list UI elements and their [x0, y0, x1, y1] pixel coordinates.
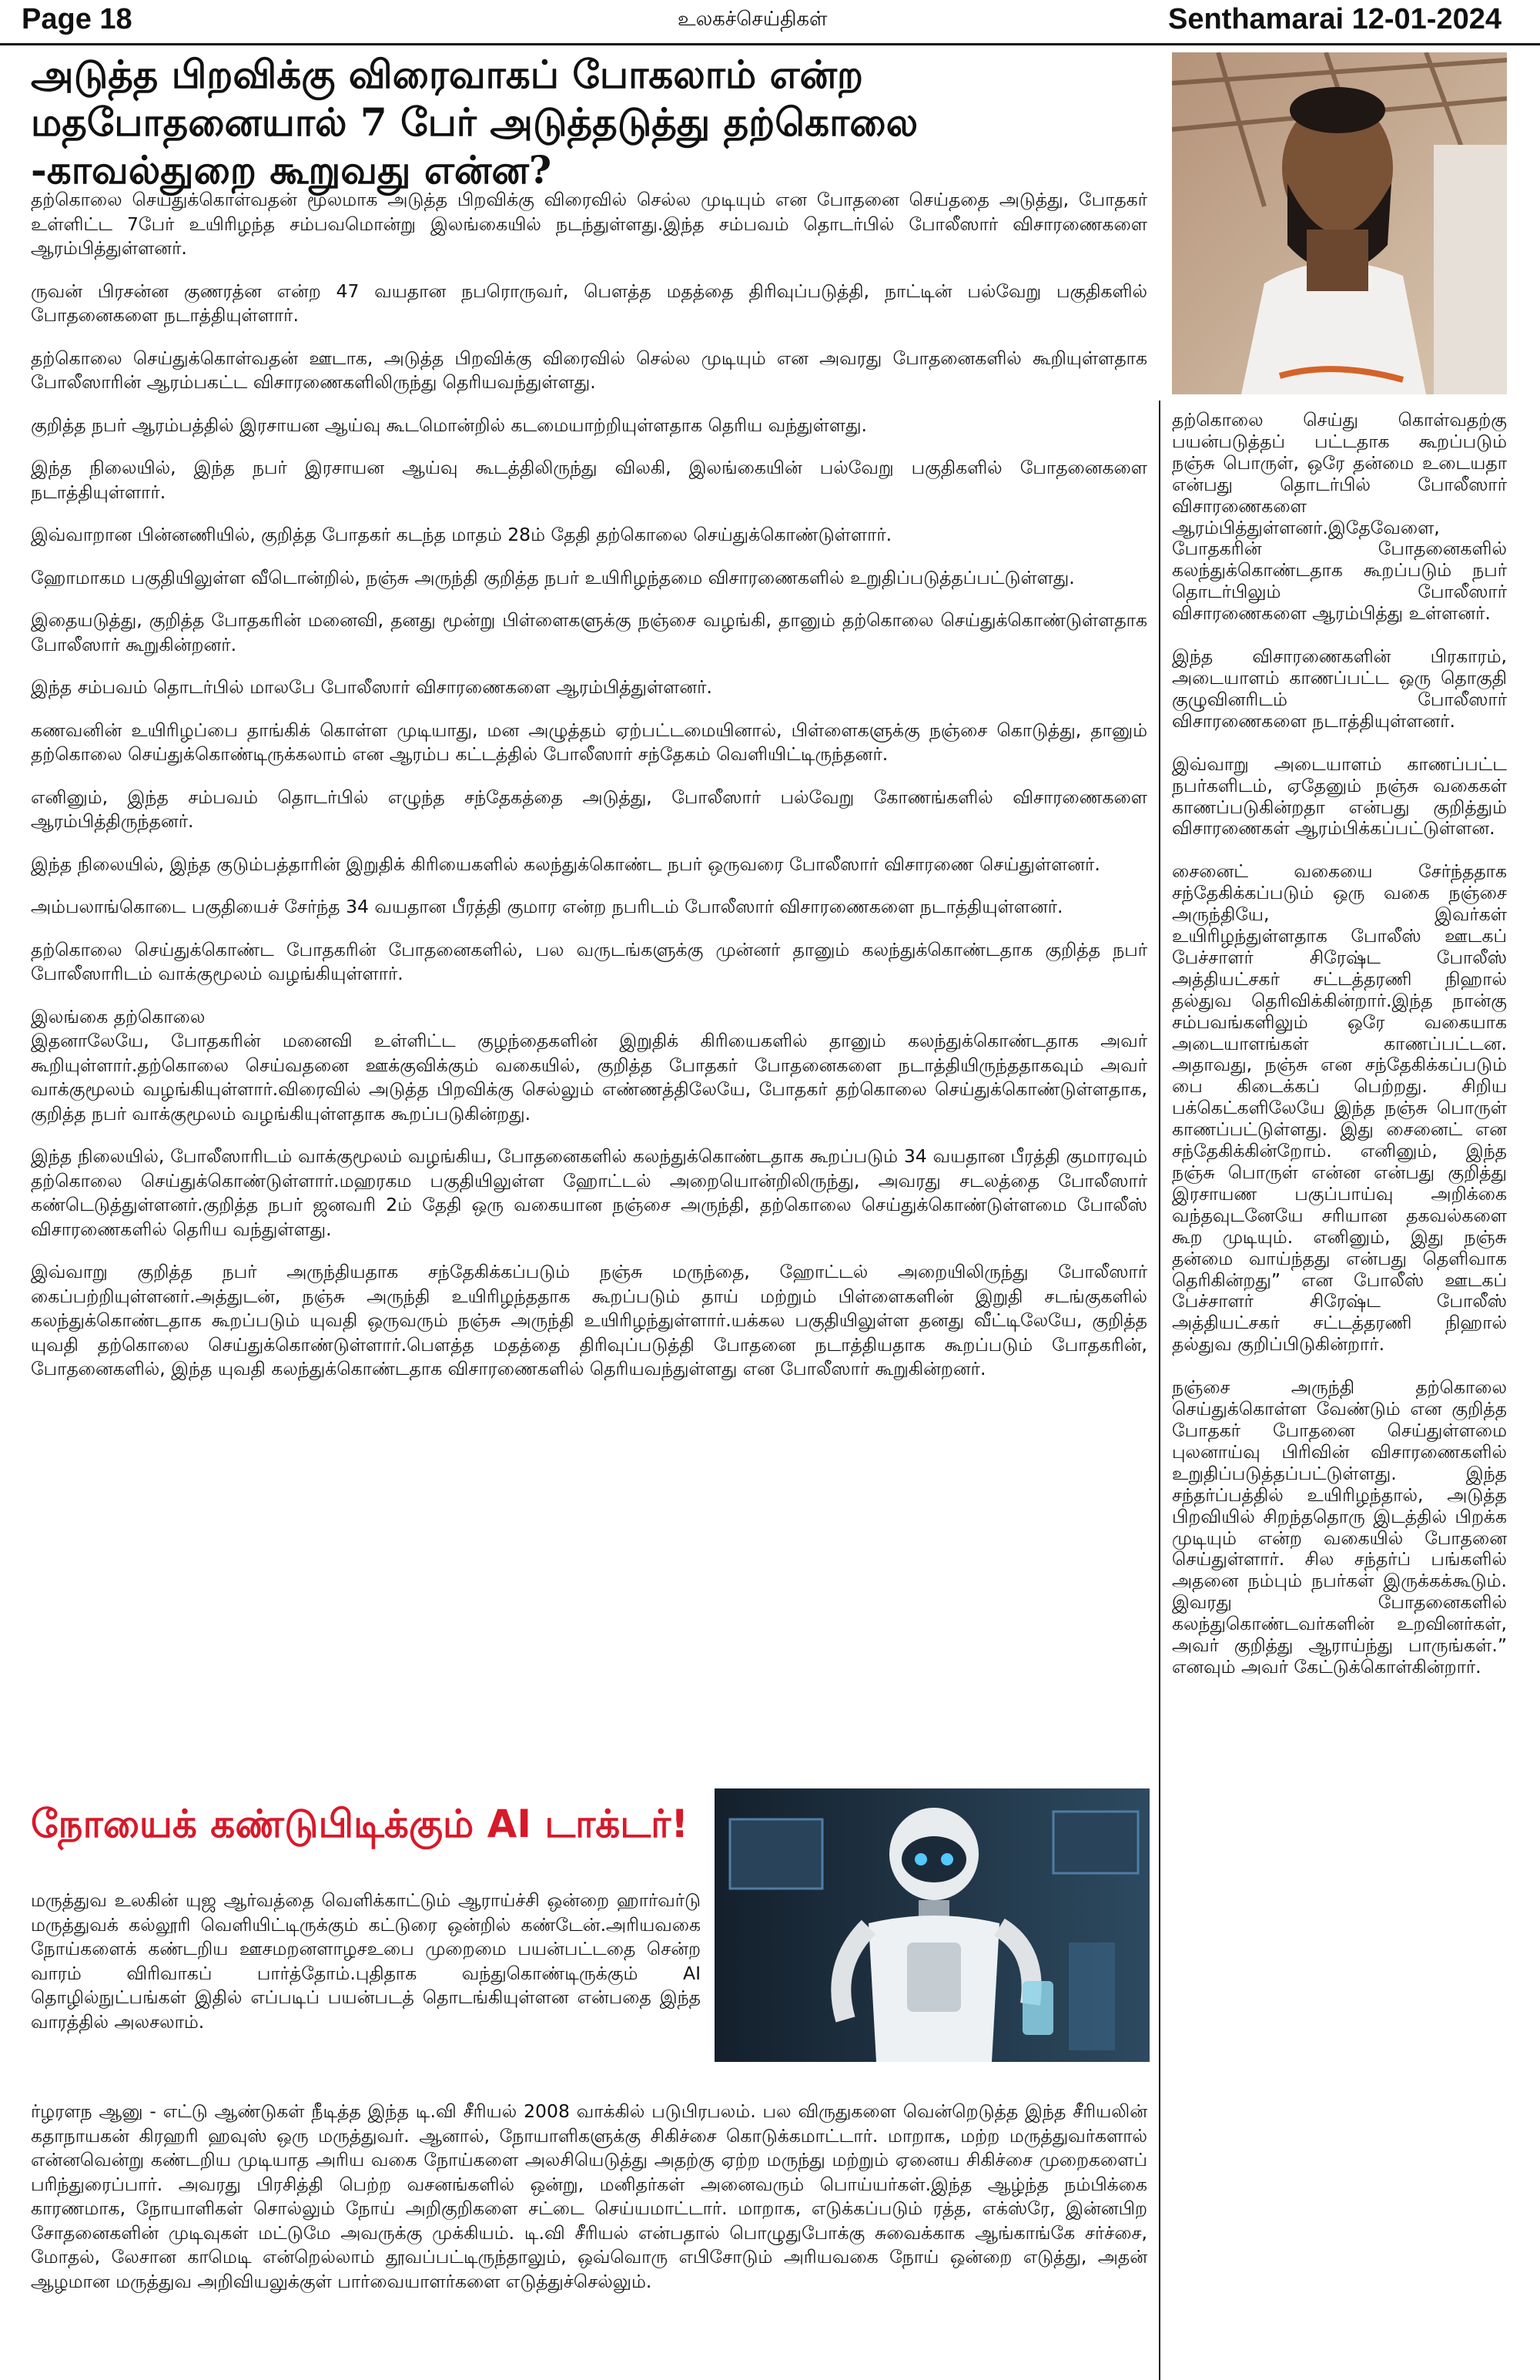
article-paragraph: இந்த நிலையில், இந்த நபர் இரசாயன ஆய்வு கூடத்திலிருந்து விலகி, இலங்கையின் பல்வேறு பகுதிகளில் போதனைகளை நடாத்தியுள்ளார். [31, 457, 1147, 503]
article-paragraph: கணவனின் உயிரிழப்பை தாங்கிக் கொள்ள முடியாது, மன அழுத்தம் ஏற்பட்டமையினால், பிள்ளைகளுக்கு நஞ்சை கொடுத்து, தானும் தற்கொலை செய்துக்கொண்டிருக்கலாம் என ஆரம்ப கட்டத்தில் போலீஸார் சந்தேகம் வெளியிட்டிருந்தனர். [31, 719, 1148, 765]
ai-article-intro [31, 1889, 701, 2034]
person-photo-icon [1172, 52, 1507, 394]
article-paragraph: தற்கொலை செய்துக்கொள்வதன் மூலமாக அடுத்த பிறவிக்கு விரைவில் செல்ல முடியும் என போதனை செய்ததை அடுத்து, போதகர் உள்ளிட்ட 7பேர் உயிரிழந்த சம்பவமொன்று இலங்கையில் நடந்துள்ளது.இந்த சம்பவம் தொடர்பில் போலீஸார் விசாரணைகளை ஆரம்பித்துள்ளனர். [31, 189, 1147, 259]
article-paragraph: அம்பலாங்கொடை பகுதியைச் சேர்ந்த 34 வயதான பீரத்தி குமார என்ற நபரிடம் போலீஸார் விசாரணைகளை நடாத்தியுள்ளனர். [31, 896, 1063, 917]
article-paragraph: இவ்வாறு குறித்த நபர் அருந்தியதாக சந்தேகிக்கப்படும் நஞ்சு மருந்தை, ஹோட்டல் அறையிலிருந்து போலீஸார் கைப்பற்றியுள்ளனர்.அத்துடன், நஞ்சு அருந்தி உயிரிழந்ததாக கூறப்படும் தாய் மற்றும் பிள்ளைகளின் இறுதி சடங்குகளில் கலந்துக்கொண்டதாக கூறப்படும் யுவதி ஒருவரும் நஞ்சு அருந்தி உயிரிழந்துள்ளார்.யக்கல பகுதியிலுள்ள தனது வீட்டிலேயே, குறித்த யுவதி தற்கொலை செய்துக்கொண்டுள்ளார்.பௌத்த மதத்தை திரிவுப்படுத்தி போதனை நடாத்தியதாக கூறப்படும் போதகரின், போதனைகளில், இந்த யுவதி கலந்துக்கொண்டதாக விசாரணைகளில் தெரியவந்துள்ளது என போலீஸார் கூறுகின்றனர். [31, 1261, 1147, 1379]
article-paragraph: இந்த நிலையில், இந்த குடும்பத்தாரின் இறுதிக் கிரியைகளில் கலந்துக்கொண்ட நபர் ஒருவரை போலீஸார் விசாரணை செய்துள்ளனர். [31, 853, 1100, 875]
article-paragraph: இந்த சம்பவம் தொடர்பில் மாலபே போலீஸார் விசாரணைகளை ஆரம்பித்துள்ளனர். [31, 676, 712, 698]
article-paragraph: இந்த நிலையில், போலீஸாரிடம் வாக்குமூலம் வழங்கிய, போதனைகளில் கலந்துக்கொண்டதாக கூறப்படும் 34 வயதான பீரத்தி குமாரவும் தற்கொலை செய்துக்கொண்டுள்ளார்.மஹரகம பகுதியிலுள்ள ஹோட்டல் அறையொன்றிலிருந்து, அவரது சடலத்தை போலீஸார் கண்டெடுத்துள்ளனர்.குறித்த நபர் ஜனவரி 2ம் தேதி ஒரு வகையான நஞ்சை அருந்தி, தற்கொலை செய்துக்கொண்டுள்ளமை போலீஸ் விசாரணைகளில் தெரிய வந்துள்ளது. [31, 1145, 1147, 1240]
paper-name-date: Senthamarai 12-01-2024 [1167, 3, 1502, 35]
article-headline: அடுத்த பிறவிக்கு விரைவாகப் போகலாம் என்ற மதபோதனையால் 7 பேர் அடுத்தடுத்து தற்கொலை -காவல்துறை கூறுவது என்ன? [31, 52, 919, 193]
sidebar-paragraph: தற்கொலை செய்து கொள்வதற்கு பயன்படுத்தப் பட்டதாக கூறப்படும் நஞ்சு பொருள், ஒரே தன்மை உடையதா என்பது தொடர்பில் போலீஸார் விசாரணைகளை ஆரம்பித்துள்ளனர்.இதேவேளை, போதகரின் போதனைகளில் கலந்துக்கொண்டதாக கூறப்படும் நபர் தொடர்பிலும் போலீஸார் விசாரணைகளை ஆரம்பித்து உள்ளனர். [1172, 409, 1507, 625]
article-paragraph: குறித்த நபர் ஆரம்பத்தில் இரசாயன ஆய்வு கூடமொன்றில் கடமையாற்றியுள்ளதாக தெரிய வந்துள்ளது. [31, 414, 867, 436]
sidebar-paragraph: இந்த விசாரணைகளின் பிரகாரம், அடையாளம் காணப்பட்ட ஒரு தொகுதி குழுவினரிடம் போலீஸார் விசாரணைகளை நடாத்தியுள்ளனர். [1172, 645, 1507, 732]
article-subhead: இலங்கை தற்கொலை [31, 1005, 206, 1027]
robot-icon [715, 1788, 1150, 2062]
ai-article-body [31, 2100, 1147, 2294]
sidebar-paragraph: இவ்வாறு அடையாளம் காணப்பட்ட நபர்களிடம், ஏதேனும் நஞ்சு வகைகள் காணப்படுகின்றதா என்பது குறித்தும் விசாரணைகள் ஆரம்பிக்கப்பட்டுள்ளன. [1172, 753, 1507, 840]
sidebar-column [1172, 410, 1507, 1700]
ai-article-headline: நோயைக் கண்டுபிடிக்கும் AI டாக்டர்! [31, 1802, 689, 1846]
article-paragraph: ருவன் பிரசன்ன குணரத்ன என்ற 47 வயதான நபரொருவர், பௌத்த மதத்தை திரிவுப்படுத்தி, நாட்டின் பல்வேறு பகுதிகளில் போதனைகளை நடாத்தியுள்ளார். [31, 280, 1147, 326]
article-paragraph: தற்கொலை செய்துக்கொள்வதன் ஊடாக, அடுத்த பிறவிக்கு விரைவில் செல்ல முடியும் என அவரது போதனைகளில் கூறியுள்ளதாக போலீஸாரின் ஆரம்பகட்ட விசாரணைகளிலிருந்து தெரியவந்துள்ளது. [31, 347, 1147, 393]
article-paragraph: தற்கொலை செய்துக்கொண்ட போதகரின் போதனைகளில், பல வருடங்களுக்கு முன்னர் தானும் கலந்துக்கொண்டதாக குறித்த நபர் போலீஸாரிடம் வாக்குமூலம் வழங்கியுள்ளார். [31, 938, 1147, 984]
article-paragraph: எனினும், இந்த சம்பவம் தொடர்பில் எழுந்த சந்தேகத்தை அடுத்து, போலீஸார் பல்வேறு கோணங்களில் விசாரணைகளை ஆரம்பித்திருந்தனர். [31, 786, 1147, 832]
article-paragraph: இவ்வாறான பின்னணியில், குறித்த போதகர் கடந்த மாதம் 28ம் தேதி தற்கொலை செய்துக்கொண்டுள்ளார். [31, 524, 892, 545]
header-rule [0, 43, 1540, 45]
sidebar-paragraph: சைனைட் வகையை சேர்ந்ததாக சந்தேகிக்கப்படும் ஒரு வகை நஞ்சை அருந்தியே, இவர்கள் உயிரிழந்துள்ளதாக போலீஸ் ஊடகப் பேச்சாளர் சிரேஷ்ட போலீஸ் அத்தியட்சகர் சட்டத்தரணி நிஹால் தல்துவ தெரிவிக்கின்றார்.இந்த நான்கு சம்பவங்களிலும் ஒரே வகையாக அடையாளங்கள் காணப்பட்டன. அதாவது, நஞ்சு என சந்தேகிக்கப்படும் பை கிடைக்கப் பெற்றது. சிறிய பக்கெட்களிலேயே இந்த நஞ்சு பொருள் காணப்பட்டுள்ளது. இது சைனைட் என சந்தேகிக்கின்றோம். எனினும், இந்த நஞ்சு பொருள் என்ன என்பது குறித்து இரசாயண பகுப்பாய்வு அறிக்கை வந்தவுடனேயே சரியான தகவல்களை கூற முடியும். எனினும், இது நஞ்சு தன்மை வாய்ந்தது என்பது தெளிவாக தெரிகின்றது” என போலீஸ் ஊடகப் பேச்சாளர் சிரேஷ்ட போலீஸ் அத்தியட்சகர் சட்டத்தரணி நிஹால் தல்துவ குறிப்பிடுகின்றார். [1172, 860, 1507, 1356]
ai-body-paragraph: ர்ழரளந ஆனு - எட்டு ஆண்டுகள் நீடித்த இந்த டி.வி சீரியல் 2008 வாக்கில் படுபிரபலம். பல விருதுகளை வென்றெடுத்த இந்த சீரியலின் கதாநாயகன் கிரஹரி ஹவுஸ் ஒரு மருத்துவர். ஆனால், நோயாளிகளுக்கு சிகிச்சை கொடுக்கமாட்டார். மாறாக, மற்ற மருத்துவர்களால் என்னவென்று கண்டறிய முடியாத அரிய வகை நோய்களை அலசியெடுத்து அதற்கு ஏற்ற மருந்து மற்றும் ஏனைய சிகிச்சை முறைகளைப் பரிந்துரைப்பார். அவரது பிரசித்தி பெற்ற வசனங்களில் ஒன்று, மனிதர்கள் அனைவரும் பொய்யர்கள்.இந்த ஆழ்ந்த நம்பிக்கை காரணமாக, நோயாளிகள் சொல்லும் நோய் அறிகுறிகளை சட்டை செய்யமாட்டார். மாறாக, எடுக்கப்படும் ரத்த, எக்ஸ்ரே, இன்னபிற சோதனைகளின் முடிவுகள் மட்டுமே அவருக்கு முக்கியம். டி.வி சீரியல் என்பதால் பொழுதுபோக்கு சுவைக்காக ஆங்காங்கே சர்ச்சை, மோதல், லேசான காமெடி என்றெல்லாம் தூவப்பட்டிருந்தாலும், ஒவ்வொரு எபிசோடும் அரியவகை நோய் ஒன்றை எடுத்து, அதன் ஆழமான மருத்துவ அறிவியலுக்குள் பார்வையாளர்களை எடுத்துச்செல்லும். [31, 2100, 1147, 2292]
section-title: உலகச்செய்திகள் [678, 8, 828, 31]
page-header [0, 0, 1540, 43]
person-photo [1172, 52, 1507, 394]
article-paragraph: இதனாலேயே, போதகரின் மனைவி உள்ளிட்ட குழந்தைகளின் இறுதிக் கிரியைகளில் தானும் கலந்துக்கொண்டதாக அவர் கூறியுள்ளார்.தற்கொலை செய்வதனை ஊக்குவிக்கும் வகையில், குறித்த போதகர் போதனைகளை நடாத்தியிருந்ததாகவும் அவர் வாக்குமூலம் வழங்கியுள்ளார்.விரைவில் அடுத்த பிறவிக்கு செல்லும் எண்ணத்திலேயே, போதகர் தற்கொலை செய்துக்கொண்டுள்ளதாக, குறித்த நபர் வாக்குமூலம் வழங்கியுள்ளதாக கூறப்படுகின்றது. [31, 1030, 1147, 1125]
page-number: Page 18 [22, 3, 132, 35]
robot-image [715, 1788, 1150, 2062]
sidebar-paragraph: நஞ்சை அருந்தி தற்கொலை செய்துக்கொள்ள வேண்டும் என குறித்த போதகர் போதனை செய்துள்ளமை புலனாய்வு பிரிவின் விசாரணைகளில் உறுதிப்படுத்தப்பட்டுள்ளது. இந்த சந்தர்ப்பத்தில் உயிரிழந்தால், அடுத்த பிறவியில் சிறந்ததொரு இடத்தில் பிறக்க முடியும் என்ற வகையில் போதனை செய்துள்ளார். சில சந்தர்ப் பங்களில் அதனை நம்பும் நபர்கள் இருக்கக்கூடும். இவரது போதனைகளில் கலந்துகொண்டவர்களின் உறவினர்கள், அவர் குறித்து ஆராய்ந்து பாருங்கள்.” எனவும் அவர் கேட்டுக்கொள்கின்றார். [1172, 1376, 1507, 1678]
article-paragraph: ஹோமாகம பகுதியிலுள்ள வீடொன்றில், நஞ்சு அருந்தி குறித்த நபர் உயிரிழந்தமை விசாரணைகளில் உறுதிப்படுத்தப்பட்டுள்ளது. [31, 566, 1075, 588]
article-body [31, 188, 1147, 1400]
article-paragraph: இதையடுத்து, குறித்த போதகரின் மனைவி, தனது மூன்று பிள்ளைகளுக்கு நஞ்சை வழங்கி, தானும் தற்கொலை செய்துக்கொண்டுள்ளதாக போலீஸார் கூறுகின்றனர். [31, 609, 1147, 655]
column-divider [1159, 401, 1160, 2380]
ai-intro-paragraph: மருத்துவ உலகின் யுஜ ஆர்வத்தை வெளிக்காட்டும் ஆராய்ச்சி ஒன்றை ஹார்வர்டு மருத்துவக் கல்லூரி வெளியிட்டிருக்கும் கட்டுரை ஒன்றில் கண்டேன்.அரியவகை நோய்களைக் கண்டறிய ஊசமறனளாழசஉபை முறைமை பயன்பட்டதை சென்ற வாரம் விரிவாகப் பார்த்தோம்.புதிதாக வந்துகொண்டிருக்கும் AI தொழில்நுட்பங்கள் இதில் எப்படிப் பயன்படத் தொடங்கியுள்ளன என்பதை இந்த வாரத்தில் அலசலாம். [31, 1889, 701, 2033]
